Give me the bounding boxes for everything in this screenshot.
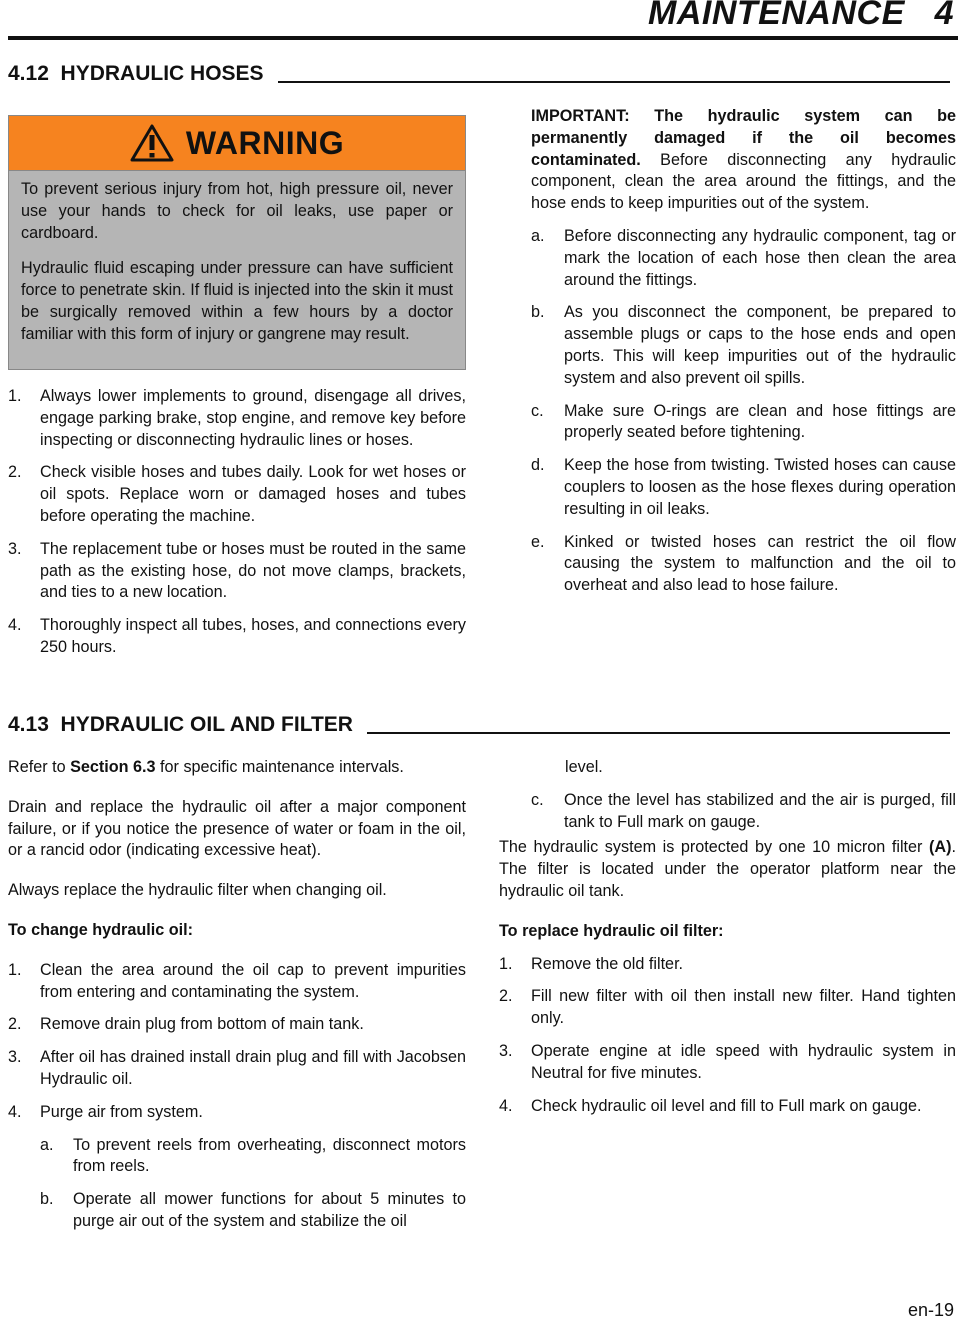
refer-section-link: Section 6.3 xyxy=(70,758,156,776)
list-text: Remove drain plug from bottom of main tank. xyxy=(40,1015,364,1034)
oil-right-column xyxy=(499,757,956,1128)
list-text: As you disconnect the component, be prepared to assemble plugs or caps to the hose ends and open ports. This will keep impurities out of the hydraulic system and also prevent oil spills. xyxy=(564,303,956,387)
list-text: Thoroughly inspect all tubes, hoses, and connections every 250 hours. xyxy=(40,616,466,656)
filter-protect-paragraph xyxy=(499,837,956,902)
list-item xyxy=(499,986,956,1030)
change-oil-heading: To change hydraulic oil: xyxy=(8,920,193,939)
list-item xyxy=(531,455,956,520)
list-text: Kinked or twisted hoses can restrict the oil flow causing the system to malfunction and the oil to overheat and also lead to hose failure. xyxy=(564,532,956,595)
list-item xyxy=(531,226,956,291)
list-number: 3. xyxy=(8,539,22,558)
page-header-title: MAINTENANCE 4 xyxy=(648,0,954,32)
list-number: 1. xyxy=(8,387,22,405)
oil-left-column xyxy=(8,757,466,1244)
list-letter: c. xyxy=(531,790,544,809)
page-number: en-19 xyxy=(907,1300,954,1320)
list-letter: d. xyxy=(531,456,545,475)
list-number: 1. xyxy=(499,954,513,973)
list-number: 1. xyxy=(8,960,22,979)
section-4-13-heading xyxy=(8,713,950,737)
warning-banner xyxy=(9,116,465,171)
warning-label: WARNING xyxy=(185,124,345,161)
filter-paragraph: Always replace the hydraulic filter when changing oil. xyxy=(8,881,387,900)
list-text: Always lower implements to ground, disengage all drives, engage parking brake, stop engine, and remove key before inspecting or disconnecting hydraulic lines or hoses. xyxy=(40,387,466,449)
warning-triangle-icon xyxy=(130,124,174,162)
warning-paragraph: To prevent serious injury from hot, high pressure oil, never use your hands to check for oil leaks, use paper or cardboard. xyxy=(21,180,453,242)
list-number: 3. xyxy=(499,1041,513,1060)
list-item xyxy=(8,615,466,659)
list-text: Fill new filter with oil then install new filter. Hand tighten only. xyxy=(531,987,956,1028)
hose-steps-list xyxy=(8,386,466,670)
list-number: 4. xyxy=(8,616,22,635)
list-item xyxy=(8,462,466,527)
list-letter: c. xyxy=(531,401,544,420)
list-letter: a. xyxy=(531,226,545,245)
list-item xyxy=(499,954,956,976)
list-item xyxy=(499,1096,956,1118)
continued-text: level. xyxy=(565,758,603,776)
list-number: 4. xyxy=(499,1096,513,1115)
list-text: Check visible hoses and tubes daily. Look for wet hoses or oil spots. Replace worn or damaged hoses and tubes before operating the machine. xyxy=(40,463,466,525)
header-rule xyxy=(8,36,958,40)
list-item xyxy=(8,386,466,451)
list-text: Operate all mower functions for about 5 minutes to purge air out of the system and stabilize the oil xyxy=(73,1190,466,1230)
list-item xyxy=(8,539,466,604)
filter-callout-a: (A) xyxy=(929,838,952,857)
list-letter: b. xyxy=(40,1190,54,1209)
list-letter: b. xyxy=(531,303,545,322)
list-number: 4. xyxy=(8,1102,22,1121)
protect-text: . The filter is located under the operator platform near the hydraulic oil tank. xyxy=(499,838,956,900)
warning-body xyxy=(9,171,465,346)
list-text: The replacement tube or hoses must be routed in the same path as the existing hose, do not move clamps, brackets, and ties to a new location. xyxy=(40,539,466,602)
list-text: Make sure O-rings are clean and hose fittings are properly seated before tightening. xyxy=(564,401,956,442)
protect-text: The hydraulic system is protected by one 10 micron filter xyxy=(499,838,930,857)
refer-text: Refer to xyxy=(8,758,71,776)
list-letter: e. xyxy=(531,532,545,551)
list-text: Purge air from system. xyxy=(40,1102,203,1121)
list-item xyxy=(531,790,956,834)
list-number: 2. xyxy=(8,463,22,482)
section-4-12-title: 4.12 HYDRAULIC HOSES xyxy=(8,62,264,85)
list-item xyxy=(40,1189,466,1233)
list-text: Once the level has stabilized and the air is purged, fill tank to Full mark on gauge. xyxy=(564,790,956,831)
warning-box xyxy=(8,115,466,370)
drain-paragraph: Drain and replace the hydraulic oil after a major component failure, or if you notice the presence of water or foam in the oil, or a rancid odor (indicating excessive heat). xyxy=(8,797,466,860)
section-4-13-title: 4.13 HYDRAULIC OIL AND FILTER xyxy=(8,713,353,736)
list-number: 2. xyxy=(499,987,513,1006)
list-item xyxy=(8,1047,466,1091)
replace-filter-heading: To replace hydraulic oil filter: xyxy=(499,921,724,940)
warning-paragraph: Hydraulic fluid escaping under pressure can have sufficient force to penetrate skin. If fluid is injected into the skin it must be surgically removed within a few hours by a doctor familiar with this form of injury or gangrene may result. xyxy=(21,259,453,343)
section-4-12-heading xyxy=(8,62,950,86)
list-item xyxy=(8,1102,466,1124)
section-heading-rule xyxy=(278,81,950,83)
list-text: Remove the old filter. xyxy=(531,954,684,973)
list-item xyxy=(531,401,956,445)
list-item xyxy=(8,1014,466,1036)
list-text: Operate engine at idle speed with hydraulic system in Neutral for five minutes. xyxy=(531,1041,956,1082)
important-note xyxy=(531,106,956,215)
important-note-bold: IMPORTANT: The hydraulic system can be permanently damaged if the oil becomes contaminated. xyxy=(531,107,956,169)
list-number: 2. xyxy=(8,1015,22,1034)
list-text: After oil has drained install drain plug and fill with Jacobsen Hydraulic oil. xyxy=(40,1048,466,1088)
important-note-text: Before disconnecting any hydraulic component, clean the area around the fittings, and the hose ends to keep impurities out of the system. xyxy=(531,150,956,213)
list-text: To prevent reels from overheating, disconnect motors from reels. xyxy=(73,1135,466,1176)
list-item xyxy=(499,1041,956,1085)
refer-text: for specific maintenance intervals. xyxy=(155,758,404,776)
list-letter: a. xyxy=(40,1135,54,1154)
list-text: Keep the hose from twisting. Twisted hoses can cause couplers to loosen as the hose flexes during operation resulting in oil leaks. xyxy=(564,456,956,518)
list-text: Check hydraulic oil level and fill to Full mark on gauge. xyxy=(531,1096,922,1115)
list-item xyxy=(40,1135,466,1179)
list-number: 3. xyxy=(8,1048,22,1067)
section-heading-rule xyxy=(367,732,950,734)
list-text: Before disconnecting any hydraulic component, tag or mark the location of each hose then clean the area around the fittings. xyxy=(564,226,956,289)
list-item xyxy=(531,532,956,597)
refer-paragraph xyxy=(8,757,466,779)
hose-right-column xyxy=(531,106,956,608)
list-item xyxy=(8,960,466,1004)
list-text: Clean the area around the oil cap to prevent impurities from entering and contaminating the system. xyxy=(40,960,466,1001)
list-item xyxy=(531,302,956,389)
